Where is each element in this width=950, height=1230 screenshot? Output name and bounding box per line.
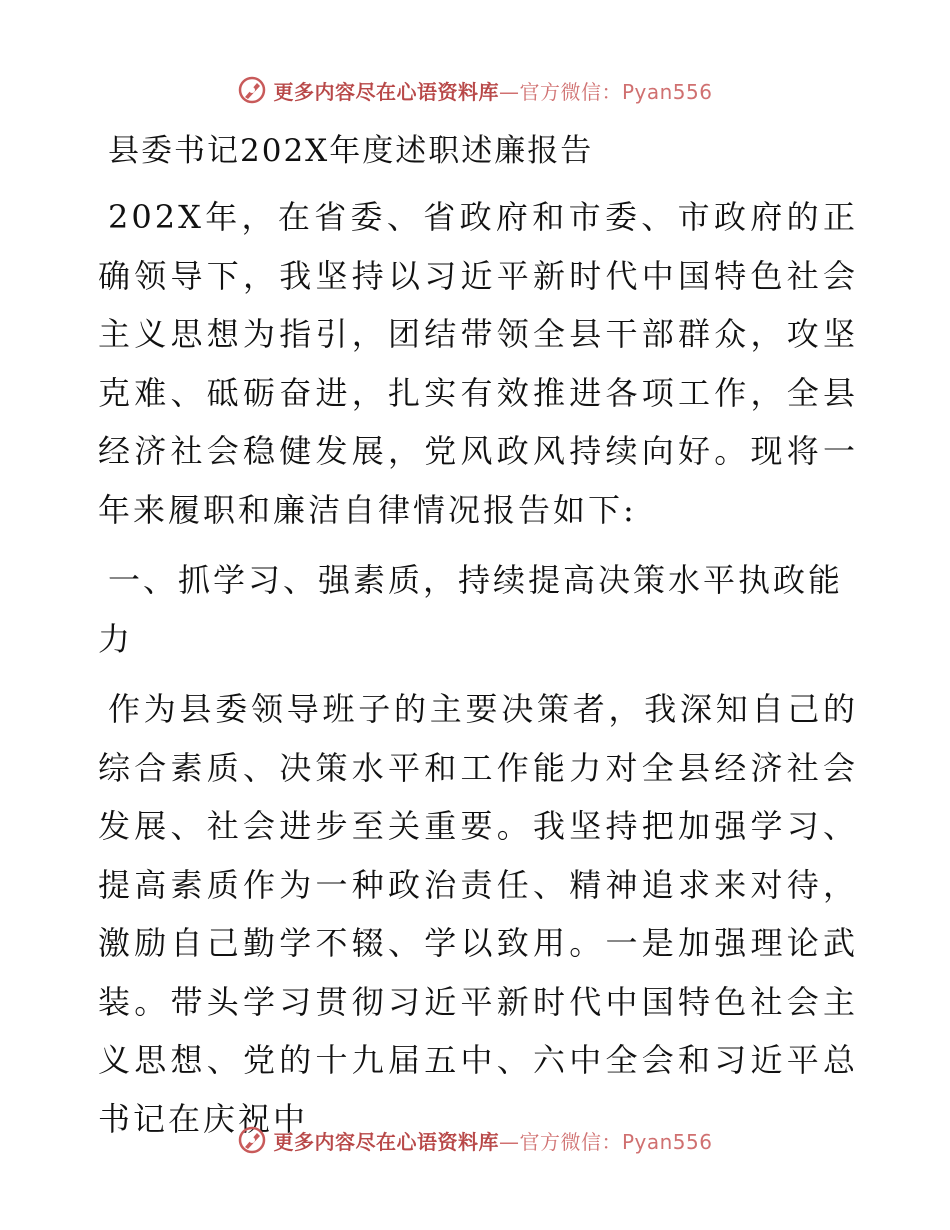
watermark-banner-top [0,70,950,110]
document-body [98,118,858,1160]
section-body-paragraph: 作为县委领导班子的主要决策者，我深知自己的综合素质、决策水平和工作能力对全县经济社会发展、社会进步至关重要。我坚持把加强学习、提高素质作为一种政治责任、精神追求来对待，激励自己勤学不辍、学以致用。一是加强理论武装。带头学习贯彻习近平新时代中国特色社会主义思想、党的十九届五中、六中全会和习近平总书记在庆祝中 [98,690,858,1138]
pen-circle-logo-icon [237,1125,267,1155]
section-heading: 一、抓学习、强素质，持续提高决策水平执政能力 [98,561,844,658]
document-title: 县委书记202X年度述职述廉报告 [108,133,594,169]
watermark-text: 更多内容尽在心语资料库—官方微信：Pyan556 [273,79,713,104]
pen-circle-logo-icon [237,75,267,105]
intro-paragraph: 202X年，在省委、省政府和市委、市政府的正确领导下，我坚持以习近平新时代中国特色社会主义思想为指引，团结带领全县干部群众，攻坚克难、砥砺奋进，扎实有效推进各项工作，全县经济社会稳健发展，党风政风持续向好。现将一年来履职和廉洁自律情况报告如下: [98,198,858,529]
watermark-text: 更多内容尽在心语资料库—官方微信：Pyan556 [273,1129,713,1154]
watermark-banner-bottom [0,1120,950,1160]
